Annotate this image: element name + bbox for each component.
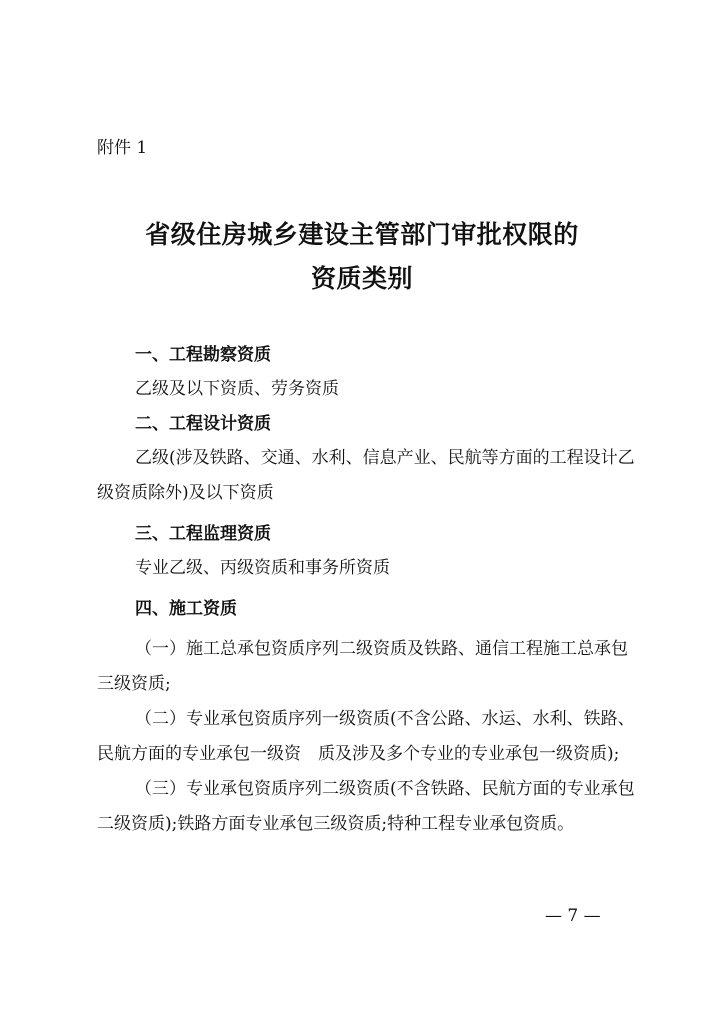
document-body [97, 338, 637, 842]
section-text-supervision: 专业乙级、丙级资质和事务所资质 [135, 558, 390, 578]
attachment-label: 附件 1 [97, 138, 148, 158]
construction-item-1: （一）施工总承包资质序列二级资质及铁路、通信工程施工总承包三级资质; [97, 639, 628, 694]
document-title-line-1: 省级住房城乡建设主管部门审批权限的 [145, 220, 579, 249]
construction-item-2: （二）专业承包资质序列一级资质(不含公路、水运、水利、铁路、民航方面的专业承包一级资 质及涉及多个专业的专业承包一级资质); [97, 709, 635, 764]
section-text-survey: 乙级及以下资质、劳务资质 [135, 379, 339, 399]
page-number: — 7 — [545, 906, 601, 926]
construction-item-3: （三）专业承包资质序列二级资质(不含铁路、民航方面的专业承包二级资质);铁路方面专业承包三级资质;特种工程专业承包资质。 [97, 779, 635, 834]
document-title-line-2: 资质类别 [310, 264, 413, 293]
section-heading-supervision: 三、工程监理资质 [135, 524, 271, 544]
section-text-design: 乙级(涉及铁路、交通、水利、信息产业、民航等方面的工程设计乙级资质除外)及以下资质 [97, 448, 635, 503]
section-heading-construction: 四、施工资质 [135, 599, 237, 619]
section-heading-survey: 一、工程勘察资质 [135, 345, 271, 365]
section-heading-design: 二、工程设计资质 [135, 414, 271, 434]
